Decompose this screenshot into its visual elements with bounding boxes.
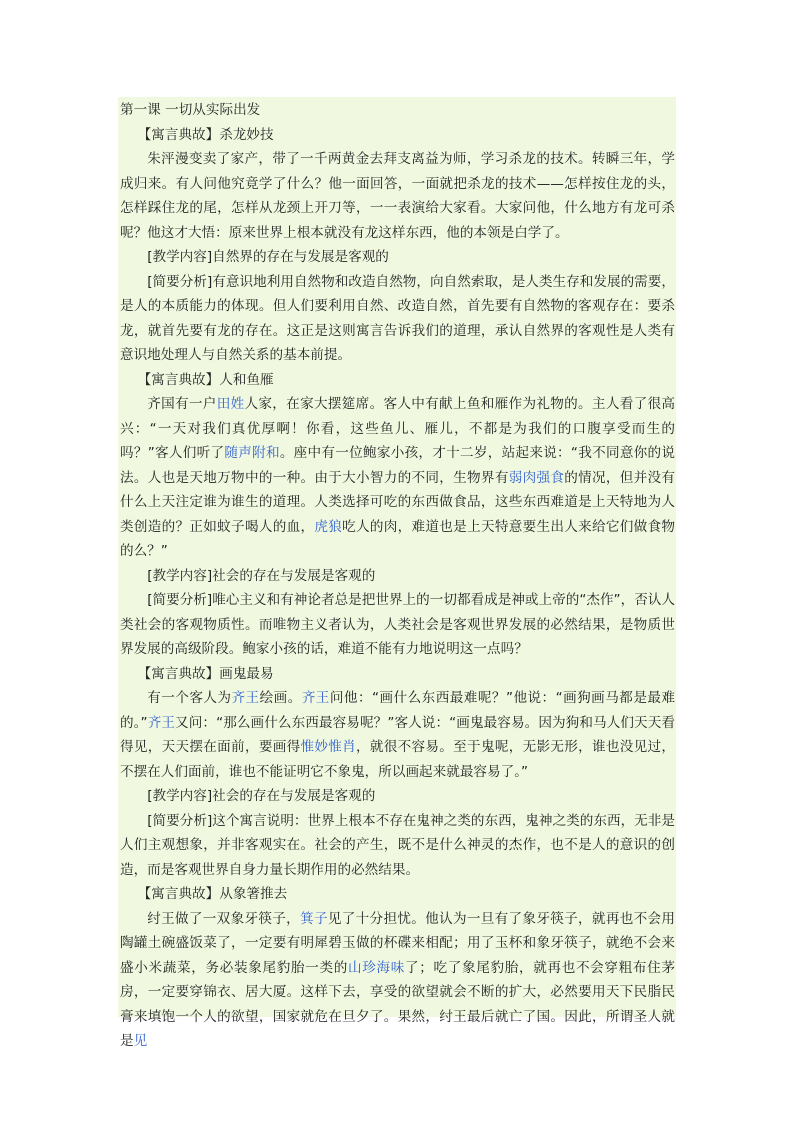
brief-analysis: [简要分析]这个寓言说明：世界上根本不存在鬼神之类的东西，鬼神之类的东西，无非是人们主观想象，并非客观实在。社会的产生，既不是什么神灵的杰作，也不是人的意识的创造，而是客观世界自身力量长期作用的必然结果。 (120, 812, 675, 878)
fable-story: 朱泙漫变卖了家产，带了一千两黄金去拜支离益为师，学习杀龙的技术。转瞬三年，学成归来。有人问他究竟学了什么？他一面回答，一面就把杀龙的技术——怎样按住龙的头，怎样踩住龙的尾，怎样从龙颈上开刀等，一一表演给大家看。大家问他，什么地方有龙可杀呢？他这才大悟：原来世界上根本就没有龙这样东西，他的本领是白学了。 (120, 151, 675, 241)
teaching-content: [教学内容]社会的存在与发展是客观的 (147, 567, 376, 584)
term-link[interactable]: 随声附和 (224, 445, 280, 461)
story-text: 了；吃了象尾豹胎，就再也不会穿粗布住茅房，一定要穿锦衣、居大厦。这样下去，享受的欲望就会不断的扩大，必然要用天下民脂民膏来填饱一个人的欲望，国家就危在旦夕了。果然，纣王最后就亡了国。因此，所谓圣人就是 (120, 959, 676, 1049)
term-link[interactable]: 虎狼 (314, 518, 343, 535)
term-link[interactable]: 齐王 (147, 714, 176, 731)
story-text: 见了十分担忧。他认为一旦有了象牙筷子，就再也不会用陶罐土碗盛饭菜了，一定要有明犀碧玉做的杯碟来相配；用了玉杯和象牙筷子，就绝不会来盛小米蔬菜，务必装象尾豹胎一类的 (120, 910, 675, 976)
term-link[interactable]: 山珍海味 (347, 959, 405, 976)
brief-analysis: [简要分析]唯心主义和有神论者总是把世界上的一切都看成是神或上帝的“杰作”，否认人类社会的客观物质性。而唯物主义者认为，人类社会是客观世界发展的必然结果，是物质世界发展的高级阶段。鲍家小孩的话，难道不能有力地说明这一点吗？ (120, 592, 675, 657)
story-text: 问他：“画什么东西最难呢？”他说：“画狗画马都是最难的。” (120, 690, 676, 731)
document-body (120, 98, 675, 1054)
story-text: 。座中有一位鲍家小孩，才十二岁，站起来说：“我不同意你的说法。人也是天地万物中的一种。由于大小智力的不同，生物界有 (120, 445, 676, 486)
fable-story (120, 392, 675, 564)
term-link[interactable]: 见 (133, 1033, 148, 1049)
fable-heading: 【寓言典故】从象箸推去 (137, 886, 288, 902)
fable-heading: 【寓言典故】人和鱼雁 (137, 371, 274, 388)
term-link[interactable]: 田姓 (216, 396, 245, 412)
page-title: 第一课 一切从实际出发 (120, 102, 261, 118)
term-link[interactable]: 惟妙惟肖 (300, 739, 356, 755)
teaching-content: [教学内容]社会的存在与发展是客观的 (147, 788, 376, 804)
term-link[interactable]: 箕子 (300, 910, 328, 927)
story-text: ，就很不容易。至于鬼呢，无影无形，谁也没见过，不摆在人们面前，谁也不能证明它不象鬼，所以画起来就最容易了。” (120, 739, 676, 780)
story-text: 纣王做了一双象牙筷子， (147, 910, 301, 927)
fable-heading: 【寓言典故】杀龙妙技 (137, 126, 274, 143)
term-link[interactable]: 弱肉强食 (508, 469, 565, 486)
story-text: 吃人的肉，难道也是上天特意要生出人来给它们做食物的么？” (120, 518, 676, 559)
fable-story (120, 907, 675, 1054)
story-text: 有一个客人为 (147, 690, 232, 706)
fable-story (120, 686, 675, 784)
teaching-content: [教学内容]自然界的存在与发展是客观的 (147, 249, 389, 265)
brief-analysis: [简要分析]有意识地利用自然物和改造自然物，向自然索取，是人类生存和发展的需要，是人的本质能力的体现。但人们要利用自然、改造自然，首先要有自然物的客观存在：要杀龙，就首先要有龙的存在。这正是这则寓言告诉我们的道理，承认自然界的客观性是人类有意识地处理人与自然关系的基本前提。 (120, 273, 675, 363)
fable-heading: 【寓言典故】画鬼最易 (137, 665, 274, 682)
story-text: 齐国有一户 (147, 396, 217, 412)
story-text: 又问：“那么画什么东西最容易呢？”客人说：“画鬼最容易。因为狗和马人们天天看得见，天天摆在面前，要画得 (120, 714, 676, 755)
term-link[interactable]: 齐王 (301, 690, 330, 706)
story-text: 绘画。 (259, 690, 302, 706)
story-text: 人家，在家大摆筵席。客人中有献上鱼和雁作为礼物的。主人看了很高兴：“一天对我们真优厚啊！你看，这些鱼儿、雁儿，不都是为我们的口腹享受而生的吗？”客人们听了 (120, 396, 676, 461)
story-text: 的情况，但并没有什么上天注定谁为谁生的道理。人类选择可吃的东西做食品，这些东西难道是上天特地为人类创造的？正如蚊子喝人的血， (120, 469, 676, 535)
term-link[interactable]: 齐王 (231, 690, 260, 706)
